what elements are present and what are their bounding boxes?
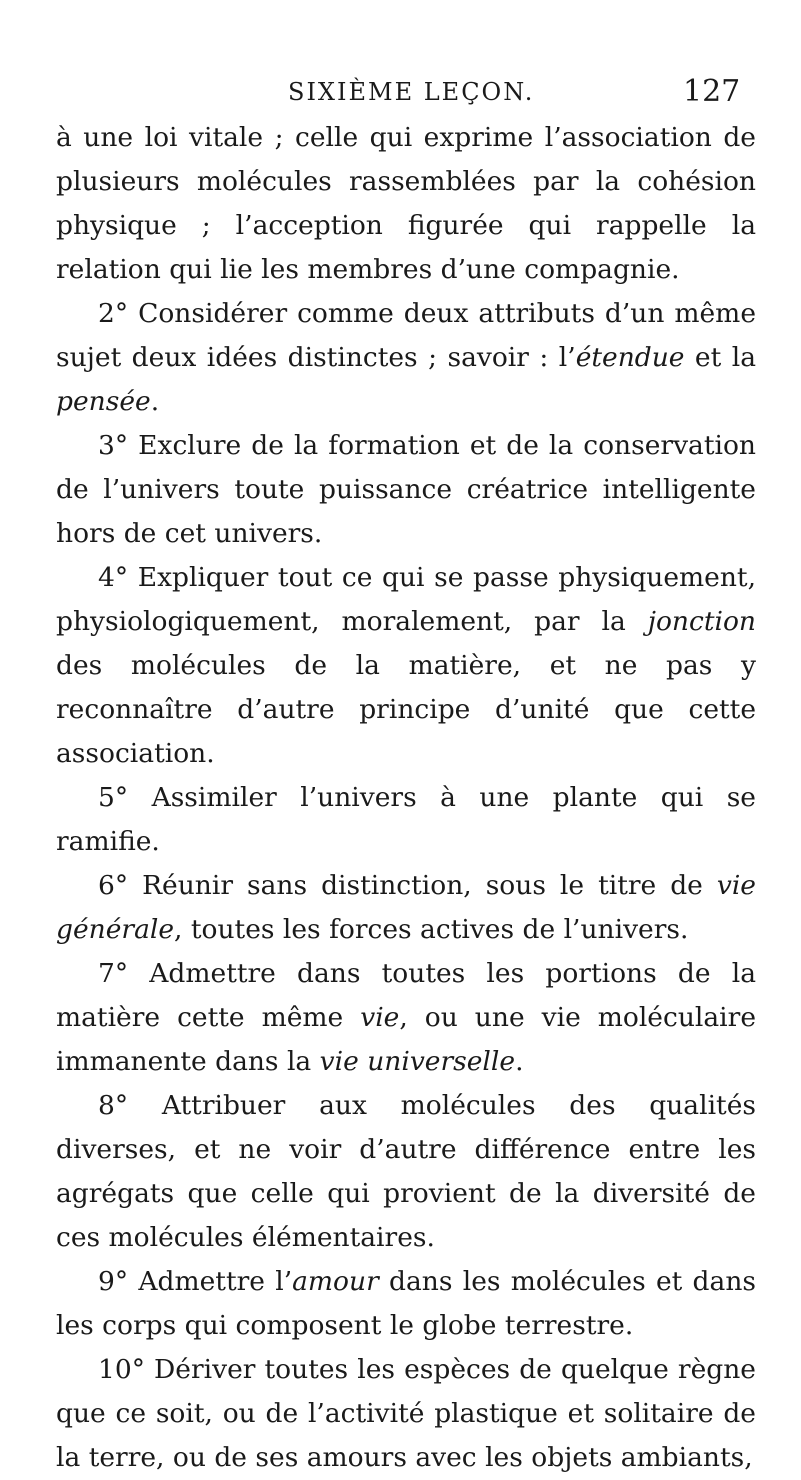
list-item-3: 3° Exclure de la formation et de la conservation de l’univers toute puissance créatrice intelligente hors de cet univers. [56, 430, 756, 549]
list-item-4: 4° Expliquer tout ce qui se passe physiquement, physiologiquement, moralement, par la jonction des molécules de la matière, et ne pas y reconnaître d’autre principe d’unité que cette association. [56, 562, 756, 769]
list-item-6: 6° Réunir sans distinction, sous le titre de vie générale, toutes les forces actives de l’univers. [56, 870, 756, 945]
page-number: 127 [683, 74, 741, 109]
list-item-7: 7° Admettre dans toutes les portions de la matière cette même vie, ou une vie moléculaire immanente dans la vie universelle. [56, 958, 756, 1077]
list-item-9: 9° Admettre l’amour dans les molécules et dans les corps qui composent le globe terrestre. [56, 1266, 756, 1341]
running-head: SIXIÈME LEÇON. [288, 78, 535, 106]
body-text [56, 116, 756, 1480]
list-item-10: 10° Dériver toutes les espèces de quelque règne que ce soit, ou de l’activité plastique et solitaire de la terre, ou de ses amours avec les objets ambiants, [56, 1354, 756, 1473]
list-item-5: 5° Assimiler l’univers à une plante qui se ramifie. [56, 782, 756, 857]
list-item-2: 2° Considérer comme deux attributs d’un même sujet deux idées distinctes ; savoir : l’étendue et la pensée. [56, 298, 756, 417]
page-header [0, 74, 801, 114]
paragraph-continuation: à une loi vitale ; celle qui exprime l’association de plusieurs molécules rassemblées par la cohésion physique ; l’acception figurée qui rappelle la relation qui lie les membres d’une compagnie. [56, 122, 756, 285]
list-item-8: 8° Attribuer aux molécules des qualités diverses, et ne voir d’autre différence entre les agrégats que celle qui provient de la diversité de ces molécules élémentaires. [56, 1090, 756, 1253]
